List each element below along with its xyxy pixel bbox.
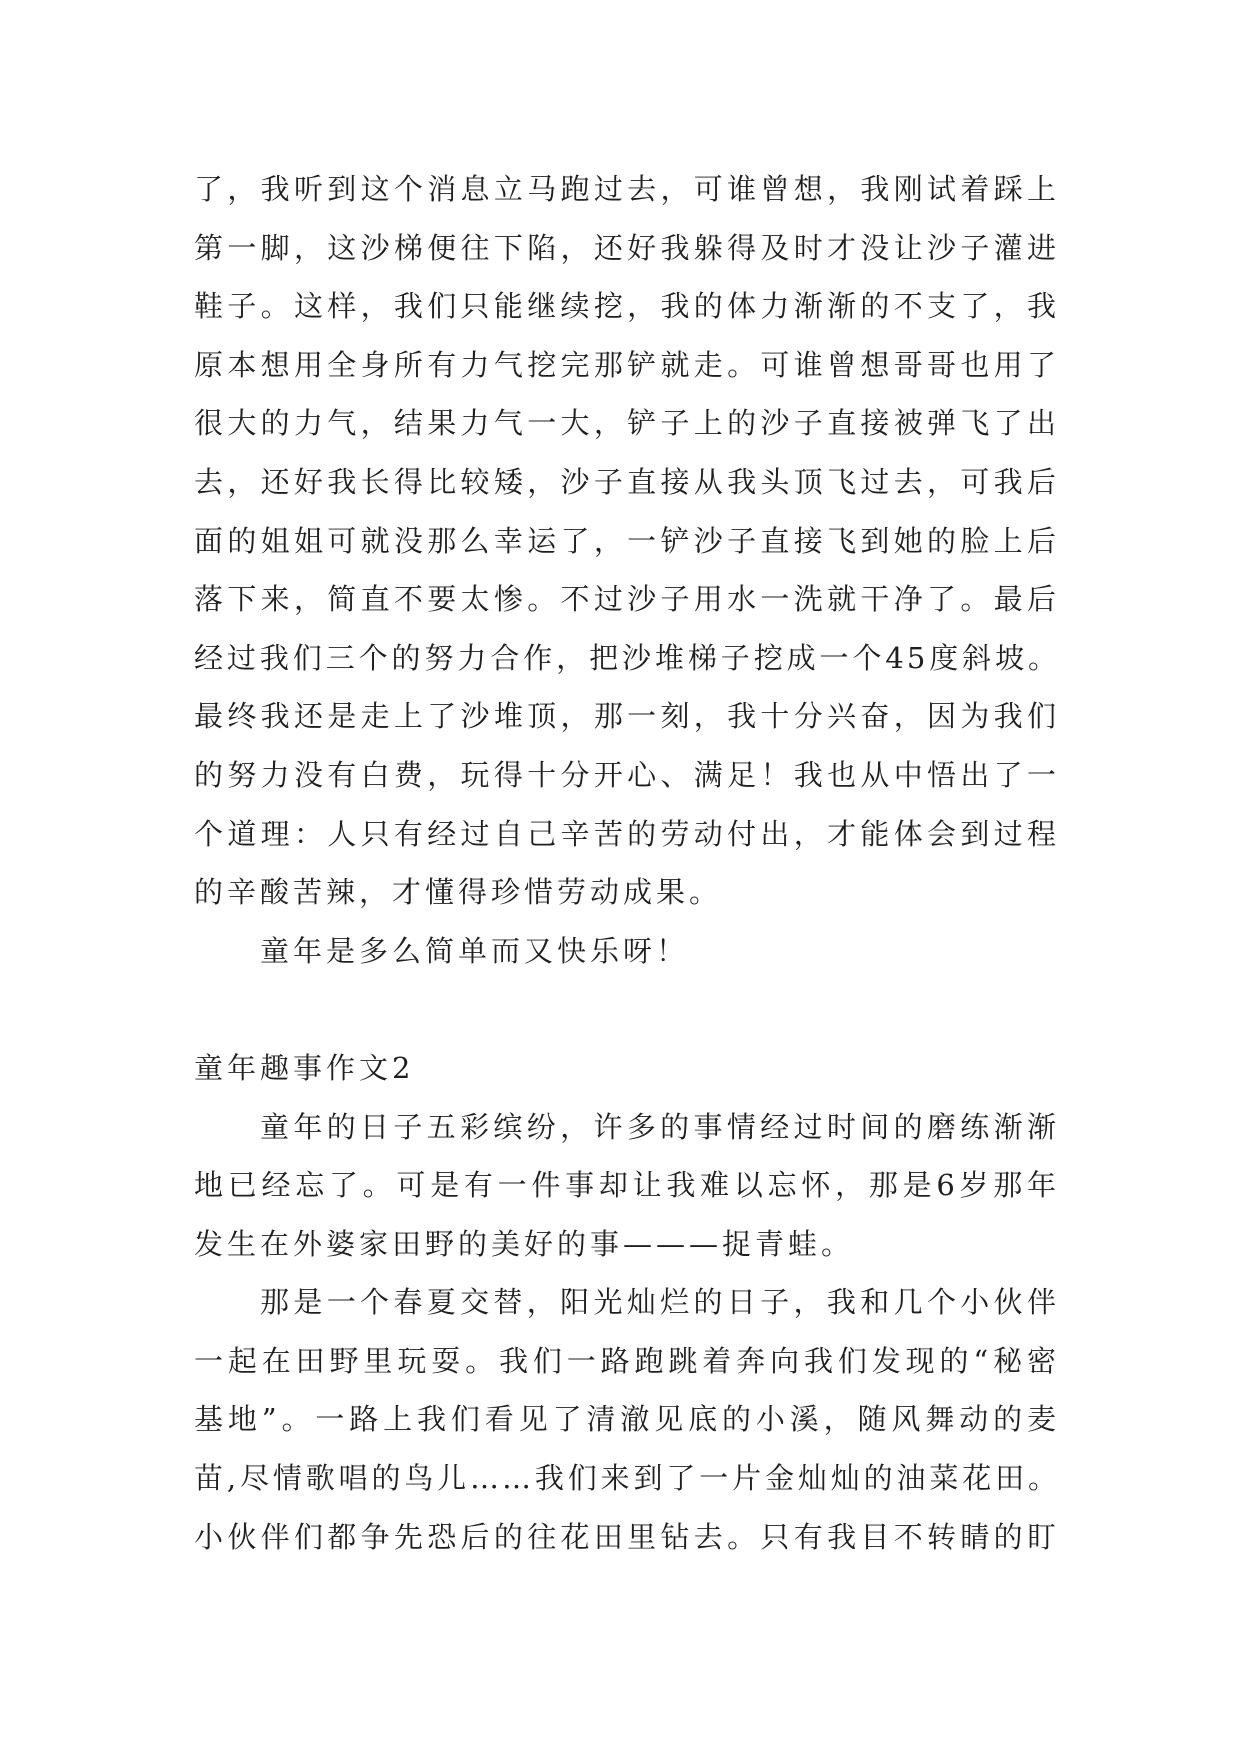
blank-line	[194, 980, 1060, 1039]
text-line: 一起在田野里玩耍。我们一路跑跳着奔向我们发现的“秘密	[194, 1343, 1060, 1378]
text-line: 基地”。一路上我们看见了清澈见底的小溪，随风舞动的麦	[194, 1402, 1060, 1437]
text-line: 落下来，简直不要太惨。不过沙子用水一洗就干净了。最后	[194, 582, 1060, 617]
text-line: 小伙伴们都争先恐后的往花田里钻去。只有我目不转睛的盯	[194, 1519, 1060, 1554]
paragraph	[194, 1098, 1060, 1274]
text-line: 苗,尽情歌唱的鸟儿……我们来到了一片金灿灿的油菜花田。	[194, 1461, 1060, 1496]
paragraph	[194, 1273, 1060, 1566]
paragraph	[194, 922, 1060, 981]
text-line: 去，还好我长得比较矮，沙子直接从我头顶飞过去，可我后	[194, 464, 1060, 499]
text-line: 地已经忘了。可是有一件事却让我难以忘怀，那是6岁那年	[194, 1168, 1060, 1203]
text-line: 童年是多么简单而又快乐呀！	[260, 933, 690, 968]
text-line: 第一脚，这沙梯便往下陷，还好我躲得及时才没让沙子灌进	[194, 230, 1060, 265]
text-line: 个道理：人只有经过自己辛苦的劳动付出，才能体会到过程	[194, 816, 1060, 851]
text-line: 鞋子。这样，我们只能继续挖，我的体力渐渐的不支了，我	[194, 289, 1060, 324]
text-line: 最终我还是走上了沙堆顶，那一刻，我十分兴奋，因为我们	[194, 699, 1060, 734]
text-line: 那是一个春夏交替，阳光灿烂的日子，我和几个小伙伴	[260, 1285, 1060, 1320]
text-line: 经过我们三个的努力合作，把沙堆梯子挖成一个45度斜坡。	[194, 640, 1060, 675]
text-line: 的努力没有白费，玩得十分开心、满足！我也从中悟出了一	[194, 757, 1060, 792]
document-body	[194, 160, 1060, 1566]
text-line: 很大的力气，结果力气一大，铲子上的沙子直接被弹飞了出	[194, 406, 1060, 441]
essay-title: 童年趣事作文2	[194, 1050, 415, 1085]
text-line: 面的姐姐可就没那么幸运了，一铲沙子直接飞到她的脸上后	[194, 523, 1060, 558]
text-line: 的辛酸苦辣，才懂得珍惜劳动成果。	[194, 875, 723, 910]
text-line: 了，我听到这个消息立马跑过去，可谁曾想，我刚试着踩上	[194, 172, 1060, 206]
text-line: 发生在外婆家田野的美好的事———捉青蛙。	[194, 1226, 855, 1261]
text-line: 原本想用全身所有力气挖完那铲就走。可谁曾想哥哥也用了	[194, 347, 1060, 382]
text-line: 童年的日子五彩缤纷，许多的事情经过时间的磨练渐渐	[260, 1109, 1060, 1144]
paragraph	[194, 160, 1060, 922]
